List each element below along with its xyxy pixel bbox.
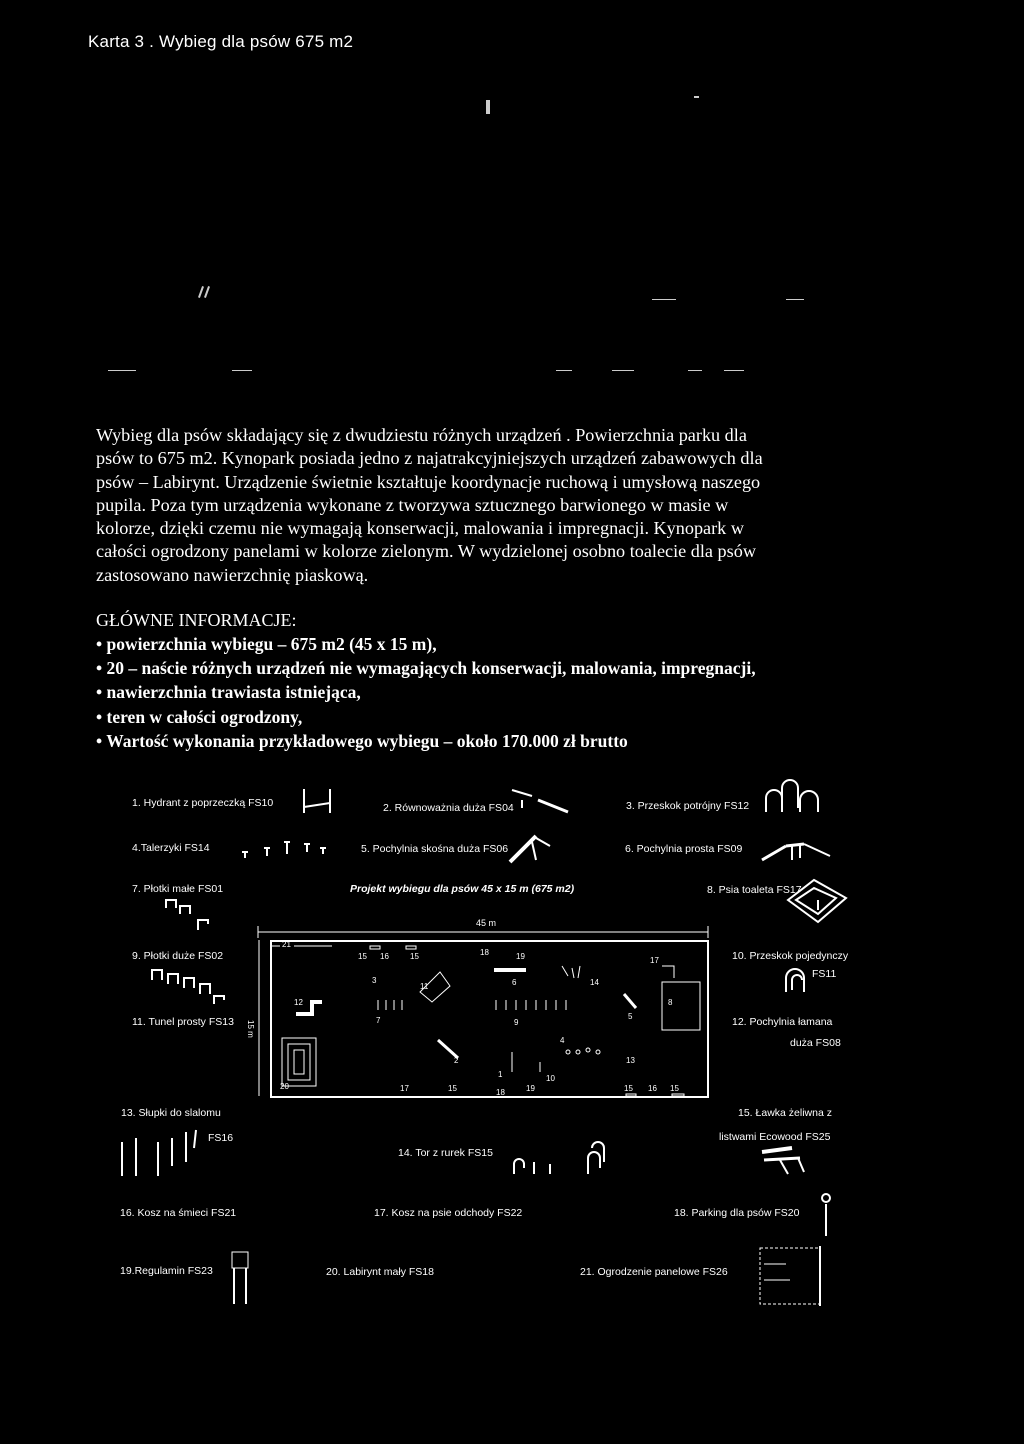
equipment-label-hydrant: 1. Hydrant z poprzeczką FS10 xyxy=(132,797,274,809)
pipe-course-icon xyxy=(512,1138,608,1176)
main-info-item: • teren w całości ogrodzony, xyxy=(96,705,756,729)
equipment-label-dog-toilet: 8. Psia toaleta FS17 xyxy=(707,884,802,896)
triple-jump-icon xyxy=(760,778,824,818)
panel-fence-icon xyxy=(756,1244,824,1308)
plan-number: 17 xyxy=(400,1084,409,1093)
hydrant-icon xyxy=(300,787,336,815)
plan-number: 13 xyxy=(626,1056,635,1065)
plan-number: 15 xyxy=(410,952,419,961)
equipment-label-bench: 15. Ławka żeliwna z xyxy=(738,1107,832,1119)
single-jump-icon xyxy=(782,966,808,994)
plan-number: 14 xyxy=(590,978,599,987)
equipment-label-straight-ramp: 6. Pochylnia prosta FS09 xyxy=(625,843,743,855)
plan-number: 12 xyxy=(294,998,303,1007)
equipment-label-large-hurdles: 9. Płotki duże FS02 xyxy=(132,950,224,962)
plan-number: 16 xyxy=(648,1084,657,1093)
large-hurdles-icon xyxy=(148,966,228,1006)
equipment-label-balance-beam: 2. Równoważnia duża FS04 xyxy=(383,802,514,814)
description-line: Wybieg dla psów składający się z dwudziestu różnych urządzeń . Powierzchnia parku dla xyxy=(96,425,747,445)
plan-layout-drawing xyxy=(272,942,707,1096)
plan-number: 20 xyxy=(280,1082,289,1091)
plan-number: 21 xyxy=(282,940,291,949)
small-hurdles-icon xyxy=(164,898,216,934)
description-line: pupila. Poza tym urządzenia wykonane z tworzywa sztucznego barwionego w masie w xyxy=(96,494,729,515)
plan-number: 18 xyxy=(480,948,489,957)
main-info-item: • 20 – naście różnych urządzeń nie wymagających konserwacji, malowania, impregnacji, xyxy=(96,656,756,680)
description-line: całości ogrodzony panelami w kolorze zielonym. W wydzielonej osobno toalecie dla psów xyxy=(96,541,756,562)
plan-number: 7 xyxy=(376,1016,381,1025)
slalom-poles-icon xyxy=(118,1128,208,1180)
equipment-label-triple-jump: 3. Przeskok potrójny FS12 xyxy=(626,800,750,812)
plan-height-label: 15 m xyxy=(246,1020,255,1038)
description-line: zastosowano nawierzchnię piaskową. xyxy=(96,564,369,585)
equipment-label-dog-parking: 18. Parking dla psów FS20 xyxy=(674,1207,800,1219)
slant-ramp-icon xyxy=(506,832,552,866)
equipment-label-trash-bin: 16. Kosz na śmieci FS21 xyxy=(120,1207,237,1219)
plan-number: 5 xyxy=(628,1012,633,1021)
equipment-label-small-hurdles: 7. Płotki małe FS01 xyxy=(132,883,224,895)
equipment-label-plates: 4.Talerzyki FS14 xyxy=(132,842,210,854)
equipment-label-slant-ramp: 5. Pochylnia skośna duża FS06 xyxy=(361,843,509,855)
plan-number: 19 xyxy=(526,1084,535,1093)
page-title: Karta 3 . Wybieg dla psów 675 m2 xyxy=(88,32,354,51)
plates-icon xyxy=(240,838,330,860)
equipment-label-dog-waste-bin: 17. Kosz na psie odchody FS22 xyxy=(374,1207,523,1219)
equipment-label-slalom-poles-code: FS16 xyxy=(208,1132,234,1144)
dimension-width-line xyxy=(256,926,711,940)
plan-number: 11 xyxy=(420,982,429,991)
regulations-board-icon xyxy=(230,1250,250,1306)
plan-number: 15 xyxy=(624,1084,633,1093)
equipment-label-regulations: 19.Regulamin FS23 xyxy=(120,1265,213,1277)
plan-number: 10 xyxy=(546,1074,555,1083)
equipment-label-pipe-course: 14. Tor z rurek FS15 xyxy=(398,1147,493,1159)
main-info-item: • nawierzchnia trawiasta istniejąca, xyxy=(96,680,756,704)
dog-parking-icon xyxy=(818,1190,834,1240)
plan-number: 2 xyxy=(454,1056,459,1065)
main-info-list xyxy=(96,632,756,753)
plan-number: 15 xyxy=(358,952,367,961)
description-line: psów – Labirynt. Urządzenie świetnie kształtuje koordynacje ruchową i umysłową naszego xyxy=(96,471,761,492)
description-line: kolorze, dzięki czemu nie wymagają konserwacji, malowania i impregnacji. Kynopark w xyxy=(96,518,744,539)
park-plan xyxy=(270,940,709,1098)
plan-number: 8 xyxy=(668,998,673,1007)
plan-number: 6 xyxy=(512,978,517,987)
equipment-label-slalom-poles: 13. Słupki do slalomu xyxy=(121,1107,221,1119)
plan-number: 1 xyxy=(498,1070,503,1079)
equipment-label-tunnel: 11. Tunel prosty FS13 xyxy=(132,1016,234,1028)
dog-toilet-icon xyxy=(784,876,850,926)
plan-number: 9 xyxy=(514,1018,519,1027)
plan-number: 19 xyxy=(516,952,525,961)
description-paragraph xyxy=(96,424,872,587)
plan-number: 4 xyxy=(560,1036,565,1045)
plan-number: 18 xyxy=(496,1088,505,1097)
equipment-label-single-jump-code: FS11 xyxy=(812,968,837,980)
balance-beam-icon xyxy=(510,786,570,816)
plan-number: 15 xyxy=(670,1084,679,1093)
main-info-title: GŁÓWNE INFORMACJE: xyxy=(96,610,297,630)
plan-number: 3 xyxy=(372,976,377,985)
main-info-item: • powierzchnia wybiegu – 675 m2 (45 x 15 m), xyxy=(96,632,756,656)
equipment-label-broken-ramp: 12. Pochylnia łamana xyxy=(732,1016,833,1028)
equipment-label-panel-fence: 21. Ogrodzenie panelowe FS26 xyxy=(580,1266,728,1278)
plan-number: 15 xyxy=(448,1084,457,1093)
straight-ramp-icon xyxy=(760,834,832,864)
plan-width-label: 45 m xyxy=(476,918,497,928)
dimension-height-line xyxy=(254,938,264,1100)
bench-icon xyxy=(760,1146,808,1176)
equipment-label-broken-ramp-code: duża FS08 xyxy=(790,1037,841,1049)
equipment-label-single-jump: 10. Przeskok pojedynczy xyxy=(732,950,849,962)
plan-number: 17 xyxy=(650,956,659,965)
plan-number: 16 xyxy=(380,952,389,961)
main-info-item: • Wartość wykonania przykładowego wybiegu – około 170.000 zł brutto xyxy=(96,729,756,753)
plan-title: Projekt wybiegu dla psów 45 x 15 m (675 m2) xyxy=(350,883,575,895)
equipment-label-small-labyrinth: 20. Labirynt mały FS18 xyxy=(326,1266,434,1278)
equipment-label-bench-code: listwami Ecowood FS25 xyxy=(719,1131,831,1143)
description-line: psów to 675 m2. Kynopark posiada jedno z najatrakcyjniejszych urządzeń zabawowych dla xyxy=(96,448,763,469)
